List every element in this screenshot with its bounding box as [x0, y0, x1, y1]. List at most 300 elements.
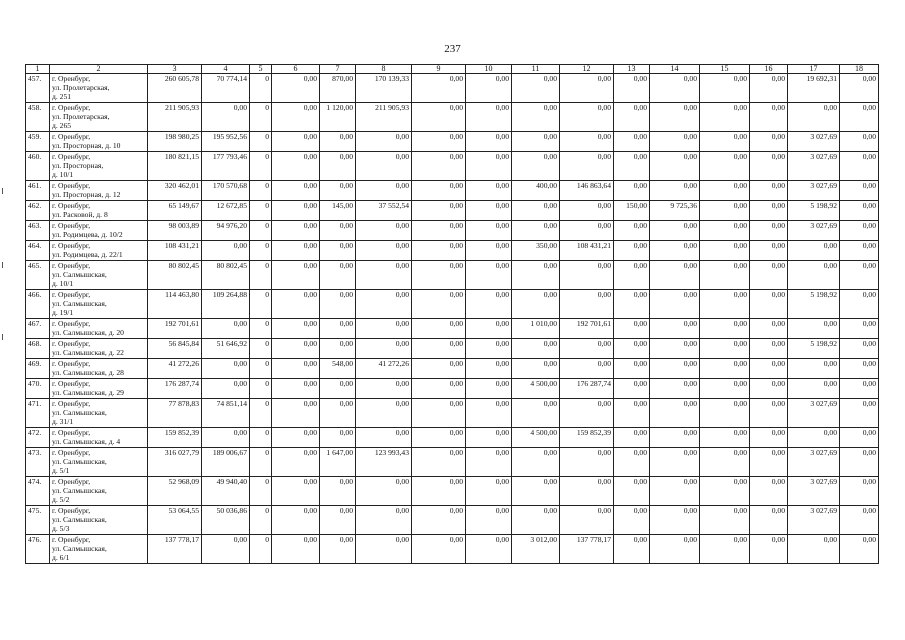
- address-cell: [50, 359, 148, 379]
- value-cell: 0,00: [840, 428, 879, 448]
- value-cell: 0,00: [356, 535, 412, 564]
- address-line: г. Оренбург,: [52, 261, 91, 270]
- value-cell: 53 064,55: [148, 506, 202, 535]
- address-line: г. Оренбург,: [52, 221, 91, 230]
- value-cell: 0,00: [272, 241, 320, 261]
- value-cell: 0: [250, 290, 272, 319]
- table-row: [26, 379, 879, 399]
- value-cell: 0,00: [560, 152, 614, 181]
- table-row: [26, 535, 879, 564]
- address-line: г. Оренбург,: [52, 399, 91, 408]
- table-row: [26, 448, 879, 477]
- value-cell: 0,00: [700, 399, 750, 428]
- address-cell: [50, 535, 148, 564]
- address-line: д. 265: [52, 121, 72, 130]
- value-cell: 0,00: [560, 448, 614, 477]
- value-cell: 0,00: [650, 448, 700, 477]
- value-cell: 0,00: [650, 359, 700, 379]
- column-header: 13: [614, 65, 650, 74]
- value-cell: 4 500,00: [512, 379, 560, 399]
- value-cell: 0: [250, 132, 272, 152]
- value-cell: 74 851,14: [202, 399, 250, 428]
- value-cell: 0,00: [750, 477, 788, 506]
- value-cell: 0,00: [560, 74, 614, 103]
- value-cell: 0,00: [412, 221, 466, 241]
- value-cell: 0,00: [560, 399, 614, 428]
- value-cell: 0,00: [650, 241, 700, 261]
- value-cell: 0,00: [272, 379, 320, 399]
- value-cell: 0,00: [466, 74, 512, 103]
- value-cell: 0,00: [512, 399, 560, 428]
- table-row: [26, 181, 879, 201]
- value-cell: 0,00: [788, 379, 840, 399]
- value-cell: 0,00: [412, 448, 466, 477]
- value-cell: 0,00: [614, 448, 650, 477]
- value-cell: 0,00: [788, 535, 840, 564]
- value-cell: 0,00: [650, 103, 700, 132]
- row-number: 475.: [26, 506, 50, 535]
- address-line: ул. Пролетарская,: [52, 83, 110, 92]
- row-number: 470.: [26, 379, 50, 399]
- value-cell: 189 006,67: [202, 448, 250, 477]
- value-cell: 0,00: [840, 132, 879, 152]
- address-line: ул. Салмышская, д. 22: [52, 348, 124, 357]
- margin-tick: [2, 262, 5, 268]
- value-cell: 0,00: [272, 477, 320, 506]
- address-line: ул. Просторная,: [52, 161, 104, 170]
- value-cell: 0,00: [614, 221, 650, 241]
- value-cell: 0,00: [466, 535, 512, 564]
- value-cell: 0,00: [750, 241, 788, 261]
- value-cell: 0,00: [412, 506, 466, 535]
- address-line: ул. Родимцева, д. 22/1: [52, 250, 123, 259]
- address-line: г. Оренбург,: [52, 506, 91, 515]
- value-cell: 0,00: [700, 477, 750, 506]
- value-cell: 0,00: [356, 379, 412, 399]
- value-cell: 0,00: [614, 181, 650, 201]
- value-cell: 0,00: [272, 103, 320, 132]
- value-cell: 0,00: [650, 74, 700, 103]
- value-cell: 0,00: [412, 399, 466, 428]
- address-line: г. Оренбург,: [52, 319, 91, 328]
- value-cell: 0,00: [840, 241, 879, 261]
- value-cell: 0,00: [466, 428, 512, 448]
- address-cell: [50, 201, 148, 221]
- value-cell: 0,00: [272, 221, 320, 241]
- value-cell: 51 646,92: [202, 339, 250, 359]
- value-cell: 0,00: [840, 339, 879, 359]
- value-cell: 0,00: [272, 339, 320, 359]
- value-cell: 3 027,69: [788, 181, 840, 201]
- value-cell: 0,00: [320, 319, 356, 339]
- table-row: [26, 399, 879, 428]
- value-cell: 0,00: [750, 103, 788, 132]
- value-cell: 0,00: [272, 181, 320, 201]
- table-row: [26, 428, 879, 448]
- value-cell: 0,00: [840, 74, 879, 103]
- value-cell: 0,00: [788, 103, 840, 132]
- value-cell: 0,00: [750, 221, 788, 241]
- value-cell: 0,00: [700, 290, 750, 319]
- value-cell: 0,00: [412, 319, 466, 339]
- value-cell: 0,00: [320, 132, 356, 152]
- value-cell: 3 027,69: [788, 152, 840, 181]
- address-line: ул. Салмышская, д. 29: [52, 388, 124, 397]
- value-cell: 195 952,56: [202, 132, 250, 152]
- value-cell: 0,00: [466, 201, 512, 221]
- value-cell: 350,00: [512, 241, 560, 261]
- table-row: [26, 506, 879, 535]
- address-cell: [50, 181, 148, 201]
- value-cell: 0: [250, 339, 272, 359]
- value-cell: 0,00: [560, 359, 614, 379]
- value-cell: 0,00: [356, 152, 412, 181]
- value-cell: 0,00: [700, 506, 750, 535]
- value-cell: 94 976,20: [202, 221, 250, 241]
- value-cell: 0,00: [272, 152, 320, 181]
- value-cell: 0,00: [466, 152, 512, 181]
- column-header: 3: [148, 65, 202, 74]
- value-cell: 70 774,14: [202, 74, 250, 103]
- value-cell: 0,00: [560, 506, 614, 535]
- value-cell: 0,00: [202, 319, 250, 339]
- value-cell: 0,00: [614, 74, 650, 103]
- value-cell: 211 905,93: [148, 103, 202, 132]
- value-cell: 0,00: [700, 319, 750, 339]
- value-cell: 548,00: [320, 359, 356, 379]
- value-cell: 0,00: [840, 152, 879, 181]
- value-cell: 0,00: [512, 103, 560, 132]
- value-cell: 50 036,86: [202, 506, 250, 535]
- value-cell: 0,00: [320, 261, 356, 290]
- address-cell: [50, 221, 148, 241]
- value-cell: 0,00: [788, 359, 840, 379]
- value-cell: 0,00: [750, 535, 788, 564]
- value-cell: 0,00: [700, 201, 750, 221]
- value-cell: 0: [250, 399, 272, 428]
- value-cell: 0,00: [750, 152, 788, 181]
- row-number: 467.: [26, 319, 50, 339]
- value-cell: 870,00: [320, 74, 356, 103]
- value-cell: 0,00: [512, 506, 560, 535]
- value-cell: 0,00: [356, 477, 412, 506]
- address-line: ул. Родимцева, д. 10/2: [52, 230, 123, 239]
- value-cell: 0,00: [320, 221, 356, 241]
- value-cell: 1 120,00: [320, 103, 356, 132]
- address-line: ул. Салмышская, д. 4: [52, 437, 121, 446]
- address-line: д. 6/1: [52, 553, 70, 562]
- value-cell: 0,00: [750, 319, 788, 339]
- row-number: 457.: [26, 74, 50, 103]
- value-cell: 0,00: [614, 241, 650, 261]
- value-cell: 0,00: [700, 181, 750, 201]
- value-cell: 0,00: [840, 535, 879, 564]
- address-cell: [50, 448, 148, 477]
- value-cell: 0,00: [272, 290, 320, 319]
- value-cell: 0,00: [320, 477, 356, 506]
- value-cell: 0: [250, 152, 272, 181]
- value-cell: 0,00: [614, 359, 650, 379]
- address-line: ул. Салмышская, д. 20: [52, 328, 124, 337]
- value-cell: 19 692,31: [788, 74, 840, 103]
- value-cell: 0,00: [840, 506, 879, 535]
- value-cell: 0,00: [560, 132, 614, 152]
- margin-tick: [2, 188, 5, 194]
- value-cell: 0,00: [412, 241, 466, 261]
- address-cell: [50, 477, 148, 506]
- value-cell: 0,00: [750, 339, 788, 359]
- value-cell: 0,00: [650, 152, 700, 181]
- address-line: ул. Пролетарская,: [52, 112, 110, 121]
- column-header: 14: [650, 65, 700, 74]
- value-cell: 0,00: [512, 261, 560, 290]
- value-cell: 145,00: [320, 201, 356, 221]
- value-cell: 0,00: [750, 181, 788, 201]
- row-number: 460.: [26, 152, 50, 181]
- value-cell: 180 821,15: [148, 152, 202, 181]
- value-cell: 3 012,00: [512, 535, 560, 564]
- value-cell: 0,00: [202, 241, 250, 261]
- value-cell: 0,00: [614, 379, 650, 399]
- value-cell: 0: [250, 379, 272, 399]
- value-cell: 0,00: [750, 428, 788, 448]
- value-cell: 0,00: [840, 379, 879, 399]
- address-line: г. Оренбург,: [52, 103, 91, 112]
- value-cell: 0,00: [412, 74, 466, 103]
- value-cell: 0,00: [560, 103, 614, 132]
- address-line: ул. Просторная, д. 12: [52, 190, 121, 199]
- value-cell: 320 462,01: [148, 181, 202, 201]
- value-cell: 0,00: [412, 379, 466, 399]
- value-cell: 0,00: [320, 152, 356, 181]
- value-cell: 0,00: [320, 339, 356, 359]
- address-cell: [50, 379, 148, 399]
- address-cell: [50, 74, 148, 103]
- address-line: д. 31/1: [52, 417, 74, 426]
- value-cell: 0,00: [320, 241, 356, 261]
- value-cell: 0,00: [356, 428, 412, 448]
- row-number: 461.: [26, 181, 50, 201]
- value-cell: 0,00: [840, 103, 879, 132]
- value-cell: 0: [250, 448, 272, 477]
- value-cell: 0,00: [202, 359, 250, 379]
- value-cell: 0,00: [412, 152, 466, 181]
- value-cell: 0,00: [512, 132, 560, 152]
- address-cell: [50, 428, 148, 448]
- value-cell: 170 139,33: [356, 74, 412, 103]
- value-cell: 0,00: [272, 448, 320, 477]
- value-cell: 0: [250, 221, 272, 241]
- value-cell: 9 725,36: [650, 201, 700, 221]
- value-cell: 3 027,69: [788, 477, 840, 506]
- table-row: [26, 261, 879, 290]
- value-cell: 0,00: [356, 181, 412, 201]
- value-cell: 49 940,40: [202, 477, 250, 506]
- column-header: 2: [50, 65, 148, 74]
- value-cell: 0,00: [650, 428, 700, 448]
- row-number: 474.: [26, 477, 50, 506]
- table-row: [26, 221, 879, 241]
- value-cell: 0,00: [650, 506, 700, 535]
- value-cell: 0,00: [466, 399, 512, 428]
- value-cell: 0,00: [272, 535, 320, 564]
- value-cell: 0,00: [614, 428, 650, 448]
- value-cell: 0,00: [320, 399, 356, 428]
- address-line: ул. Салмышская,: [52, 544, 107, 553]
- row-number: 476.: [26, 535, 50, 564]
- value-cell: 0,00: [356, 319, 412, 339]
- value-cell: 3 027,69: [788, 399, 840, 428]
- table-row: [26, 477, 879, 506]
- value-cell: 0,00: [700, 152, 750, 181]
- address-cell: [50, 152, 148, 181]
- row-number: 464.: [26, 241, 50, 261]
- value-cell: 0: [250, 103, 272, 132]
- value-cell: 0,00: [560, 477, 614, 506]
- value-cell: 1 647,00: [320, 448, 356, 477]
- value-cell: 0,00: [700, 74, 750, 103]
- value-cell: 0,00: [840, 359, 879, 379]
- address-line: д. 5/2: [52, 495, 70, 504]
- value-cell: 0,00: [840, 221, 879, 241]
- value-cell: 0,00: [700, 535, 750, 564]
- value-cell: 0,00: [272, 506, 320, 535]
- value-cell: 0,00: [466, 339, 512, 359]
- value-cell: 0,00: [466, 506, 512, 535]
- value-cell: 65 149,67: [148, 201, 202, 221]
- value-cell: 0,00: [320, 290, 356, 319]
- address-line: г. Оренбург,: [52, 379, 91, 388]
- value-cell: 0,00: [356, 221, 412, 241]
- column-header: 9: [412, 65, 466, 74]
- value-cell: 137 778,17: [148, 535, 202, 564]
- table-row: [26, 290, 879, 319]
- column-header: 5: [250, 65, 272, 74]
- value-cell: 0,00: [320, 181, 356, 201]
- value-cell: 0,00: [272, 132, 320, 152]
- value-cell: 0,00: [750, 506, 788, 535]
- page-number: 237: [444, 43, 461, 55]
- value-cell: 0,00: [700, 379, 750, 399]
- data-table: [25, 64, 879, 564]
- value-cell: 0,00: [202, 379, 250, 399]
- row-number: 465.: [26, 261, 50, 290]
- value-cell: 0,00: [272, 319, 320, 339]
- value-cell: 114 463,80: [148, 290, 202, 319]
- value-cell: 0,00: [560, 339, 614, 359]
- value-cell: 0,00: [700, 339, 750, 359]
- column-header: 15: [700, 65, 750, 74]
- value-cell: 0,00: [840, 261, 879, 290]
- value-cell: 0,00: [840, 290, 879, 319]
- value-cell: 0,00: [512, 152, 560, 181]
- value-cell: 0,00: [750, 448, 788, 477]
- address-line: ул. Салмышская,: [52, 457, 107, 466]
- value-cell: 0,00: [700, 428, 750, 448]
- value-cell: 0,00: [512, 201, 560, 221]
- value-cell: 0,00: [202, 428, 250, 448]
- value-cell: 3 027,69: [788, 132, 840, 152]
- address-line: д. 19/1: [52, 308, 74, 317]
- address-line: г. Оренбург,: [52, 339, 91, 348]
- value-cell: 0,00: [466, 359, 512, 379]
- value-cell: 0,00: [356, 290, 412, 319]
- value-cell: 0,00: [356, 506, 412, 535]
- value-cell: 0,00: [700, 221, 750, 241]
- row-number: 468.: [26, 339, 50, 359]
- value-cell: 0,00: [466, 132, 512, 152]
- value-cell: 108 431,21: [148, 241, 202, 261]
- row-number: 471.: [26, 399, 50, 428]
- address-line: ул. Салмышская,: [52, 408, 107, 417]
- value-cell: 123 993,43: [356, 448, 412, 477]
- value-cell: 0,00: [750, 290, 788, 319]
- value-cell: 0,00: [272, 74, 320, 103]
- address-line: д. 5/3: [52, 524, 70, 533]
- value-cell: 0,00: [412, 359, 466, 379]
- value-cell: 0,00: [412, 181, 466, 201]
- address-cell: [50, 399, 148, 428]
- value-cell: 3 027,69: [788, 506, 840, 535]
- value-cell: 0,00: [466, 261, 512, 290]
- value-cell: 0,00: [466, 448, 512, 477]
- value-cell: 52 968,09: [148, 477, 202, 506]
- row-number: 463.: [26, 221, 50, 241]
- table-row: [26, 132, 879, 152]
- column-header: 10: [466, 65, 512, 74]
- value-cell: 108 431,21: [560, 241, 614, 261]
- value-cell: 192 701,61: [148, 319, 202, 339]
- value-cell: 0,00: [202, 103, 250, 132]
- value-cell: 0,00: [614, 261, 650, 290]
- row-number: 458.: [26, 103, 50, 132]
- value-cell: 0,00: [320, 379, 356, 399]
- value-cell: 0,00: [412, 428, 466, 448]
- table-row: [26, 201, 879, 221]
- value-cell: 0,00: [512, 290, 560, 319]
- table-row: [26, 103, 879, 132]
- value-cell: 0,00: [412, 290, 466, 319]
- value-cell: 0: [250, 241, 272, 261]
- value-cell: 0,00: [614, 399, 650, 428]
- address-line: ул. Салмышская, д. 28: [52, 368, 124, 377]
- value-cell: 0,00: [614, 152, 650, 181]
- value-cell: 0,00: [650, 379, 700, 399]
- column-header: 16: [750, 65, 788, 74]
- value-cell: 98 003,89: [148, 221, 202, 241]
- value-cell: 0,00: [320, 428, 356, 448]
- value-cell: 0,00: [650, 181, 700, 201]
- value-cell: 0,00: [272, 399, 320, 428]
- value-cell: 0,00: [650, 221, 700, 241]
- value-cell: 146 863,64: [560, 181, 614, 201]
- value-cell: 0: [250, 319, 272, 339]
- address-line: д. 251: [52, 92, 72, 101]
- value-cell: 109 264,88: [202, 290, 250, 319]
- value-cell: 0,00: [700, 132, 750, 152]
- address-line: ул. Салмышская,: [52, 299, 107, 308]
- address-cell: [50, 103, 148, 132]
- value-cell: 0,00: [466, 221, 512, 241]
- value-cell: 192 701,61: [560, 319, 614, 339]
- value-cell: 0,00: [356, 399, 412, 428]
- value-cell: 198 980,25: [148, 132, 202, 152]
- value-cell: 0: [250, 74, 272, 103]
- value-cell: 41 272,26: [356, 359, 412, 379]
- value-cell: 0,00: [700, 448, 750, 477]
- value-cell: 0: [250, 359, 272, 379]
- column-header: 4: [202, 65, 250, 74]
